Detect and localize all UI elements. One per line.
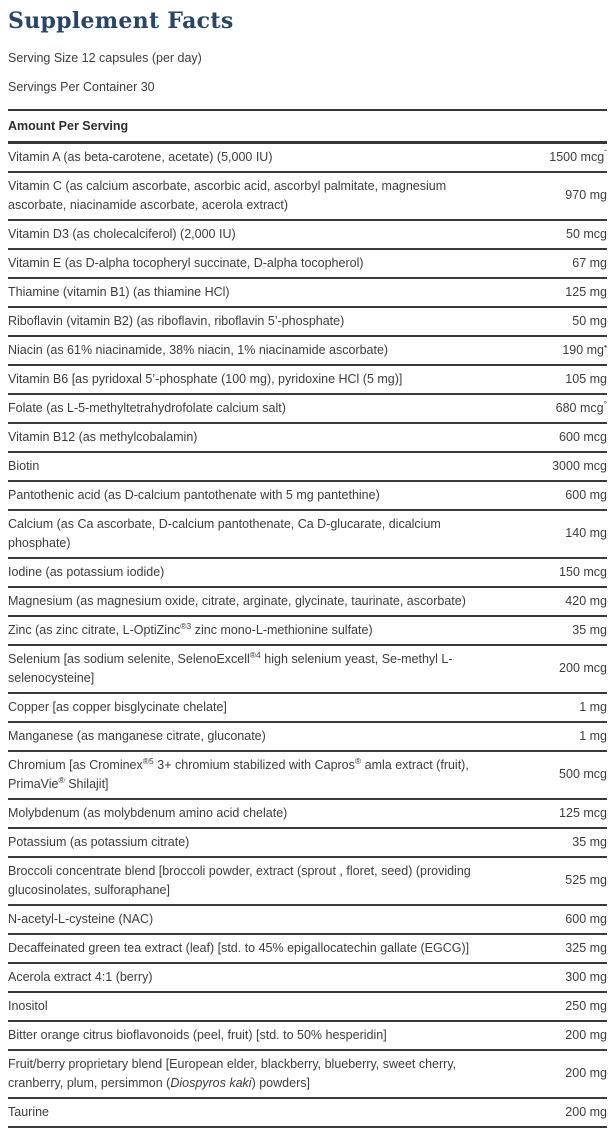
nutrient-amount: 200 mcg: [559, 661, 607, 675]
nutrient-name: Zinc (as zinc citrate, L-OptiZinc$^{®3}$ zinc mono-L-methionine sulfate): [8, 620, 373, 637]
nutrient-name: Niacin (as 61% niacinamide, 38% niacin, 1% niacinamide ascorbate): [8, 342, 389, 357]
nutrient-amount: 125 mcg: [559, 805, 607, 820]
nutrient-amount: 500 mcg: [559, 767, 607, 781]
table-row: [8, 588, 607, 617]
table-row: [8, 424, 607, 453]
nutrient-name: Biotin: [8, 458, 40, 473]
table-row: [8, 279, 607, 308]
nutrient-amount: 325 mg: [565, 940, 607, 955]
table-row: [8, 1022, 607, 1051]
table-row: [8, 964, 607, 993]
table-row: [8, 221, 607, 250]
nutrient-name: Calcium (as Ca ascorbate, D-calcium pantothenate, Ca D-glucarate, dicalcium phosphate): [8, 516, 441, 550]
table-row: [8, 800, 607, 829]
nutrient-amount: 125 mg: [565, 284, 607, 299]
nutrient-name: Fruit/berry proprietary blend [European elder, blackberry, blueberry, sweet cherry, cranberry, plum, persimmon (Diospyros kaki) powders]: [8, 1056, 457, 1090]
supplement-facts-label: [0, 8, 615, 1128]
nutrient-amount: 420 mg: [565, 593, 607, 608]
nutrient-name: Inositol: [8, 998, 48, 1013]
table-row: [8, 617, 607, 646]
page-title: Supplement Facts: [8, 8, 234, 34]
nutrient-amount: 200 mg: [565, 1066, 607, 1080]
table-row: [8, 511, 607, 559]
nutrient-name: Vitamin B12 (as methylcobalamin): [8, 429, 198, 444]
nutrient-amount: 300 mg: [565, 969, 607, 984]
nutrient-amount: 3000 mcg: [552, 458, 607, 473]
table-row: [8, 1099, 607, 1128]
nutrient-amount: 105 mg: [565, 371, 607, 386]
table-row: [8, 453, 607, 482]
nutrient-amount: 250 mg: [565, 998, 607, 1013]
table-row: [8, 646, 607, 694]
nutrient-amount: 1 mg: [579, 728, 607, 743]
nutrient-name: Chromium [as Crominex$^{®5}$ 3+ chromium stabilized with Capros® amla extract (fruit), PrimaVie® Shilajit]: [8, 755, 469, 791]
nutrient-name: Thiamine (vitamin B1) (as thiamine HCl): [8, 284, 230, 299]
nutrient-amount: 200 mg: [565, 1027, 607, 1042]
amount-per-serving-header: Amount Per Serving: [8, 109, 607, 144]
nutrient-amount: 50 mcg: [566, 226, 607, 241]
nutrient-amount: 600 mcg: [559, 429, 607, 444]
nutrient-name: Copper [as copper bisglycinate chelate]: [8, 699, 227, 714]
table-row: [8, 308, 607, 337]
nutrient-name: Magnesium (as magnesium oxide, citrate, arginate, glycinate, taurinate, ascorbate): [8, 593, 466, 608]
nutrient-name: Vitamin E (as D-alpha tocopheryl succinate, D-alpha tocopherol): [8, 255, 364, 270]
nutrient-name: Molybdenum (as molybdenum amino acid chelate): [8, 805, 288, 820]
nutrient-amount: 35 mg: [572, 622, 607, 637]
table-row: [8, 935, 607, 964]
nutrient-amount: 190 mg•: [562, 340, 607, 357]
table-row: [8, 906, 607, 935]
nutrient-amount: 600 mg: [565, 911, 607, 926]
nutrient-amount: 67 mg: [572, 255, 607, 270]
nutrient-name: Pantothenic acid (as D-calcium pantothenate with 5 mg pantethine): [8, 487, 380, 502]
table-row: [8, 173, 607, 221]
table-row: [8, 144, 607, 173]
nutrient-amount: 200 mg: [565, 1104, 607, 1119]
nutrient-name: Potassium (as potassium citrate): [8, 834, 190, 849]
nutrient-name: Decaffeinated green tea extract (leaf) [std. to 45% epigallocatechin gallate (EGCG)]: [8, 940, 470, 955]
nutrient-name: Vitamin C (as calcium ascorbate, ascorbic acid, ascorbyl palmitate, magnesium ascorbate, niacinamide ascorbate, acerola extract): [8, 178, 447, 212]
nutrient-amount: 150 mcg: [559, 564, 607, 579]
facts-table: [8, 144, 607, 1128]
table-row: [8, 752, 607, 800]
nutrient-name: Broccoli concentrate blend [broccoli powder, extract (sprout , floret, seed) (providing glucosinolates, sulforaphane]: [8, 863, 471, 897]
nutrient-name: Vitamin A (as beta-carotene, acetate) (5,000 IU): [8, 149, 273, 164]
servings-per-container: Servings Per Container 30: [8, 80, 155, 95]
nutrient-amount: 35 mg: [572, 834, 607, 849]
nutrient-amount: 50 mg: [572, 313, 607, 328]
nutrient-name: Bitter orange citrus bioflavonoids (peel, fruit) [std. to 50% hesperidin]: [8, 1027, 387, 1042]
table-row: [8, 395, 607, 424]
nutrient-name: Selenium [as sodium selenite, SelenoExcell$^{®4}$ high selenium yeast, Se-methyl L-selenocysteine]: [8, 649, 453, 685]
table-row: [8, 829, 607, 858]
nutrient-name: Folate (as L-5-methyltetrahydrofolate calcium salt): [8, 400, 286, 415]
table-row: [8, 1051, 607, 1099]
nutrient-name: Iodine (as potassium iodide): [8, 564, 165, 579]
table-row: [8, 482, 607, 511]
nutrient-amount: 1500 mcg$^ˆ$: [549, 147, 607, 164]
table-row: [8, 250, 607, 279]
nutrient-name: Acerola extract 4:1 (berry): [8, 969, 153, 984]
table-row: [8, 993, 607, 1022]
table-row: [8, 858, 607, 906]
nutrient-name: Vitamin D3 (as cholecalciferol) (2,000 IU): [8, 226, 236, 241]
footnote-mark: °: [603, 398, 607, 409]
table-row: [8, 366, 607, 395]
table-row: [8, 337, 607, 366]
nutrient-amount: 600 mg: [565, 487, 607, 502]
nutrient-name: Vitamin B6 [as pyridoxal 5’-phosphate (100 mg), pyridoxine HCl (5 mg)]: [8, 371, 403, 386]
footnote-mark: ˆ: [604, 147, 607, 158]
nutrient-amount: 525 mg: [565, 873, 607, 887]
nutrient-name: Riboflavin (vitamin B2) (as riboflavin, riboflavin 5’-phosphate): [8, 313, 345, 328]
nutrient-amount: 680 mcg°: [555, 398, 607, 415]
nutrient-amount: 970 mg: [565, 188, 607, 202]
table-row: [8, 723, 607, 752]
nutrient-name: Taurine: [8, 1104, 49, 1119]
nutrient-amount: 140 mg: [565, 526, 607, 540]
serving-size: Serving Size 12 capsules (per day): [8, 51, 202, 65]
nutrient-name: Manganese (as manganese citrate, gluconate): [8, 728, 266, 743]
footnote-mark: •: [604, 340, 607, 351]
table-row: [8, 559, 607, 588]
nutrient-amount: 1 mg: [579, 699, 607, 714]
nutrient-name: N-acetyl-L-cysteine (NAC): [8, 911, 154, 926]
table-row: [8, 694, 607, 723]
